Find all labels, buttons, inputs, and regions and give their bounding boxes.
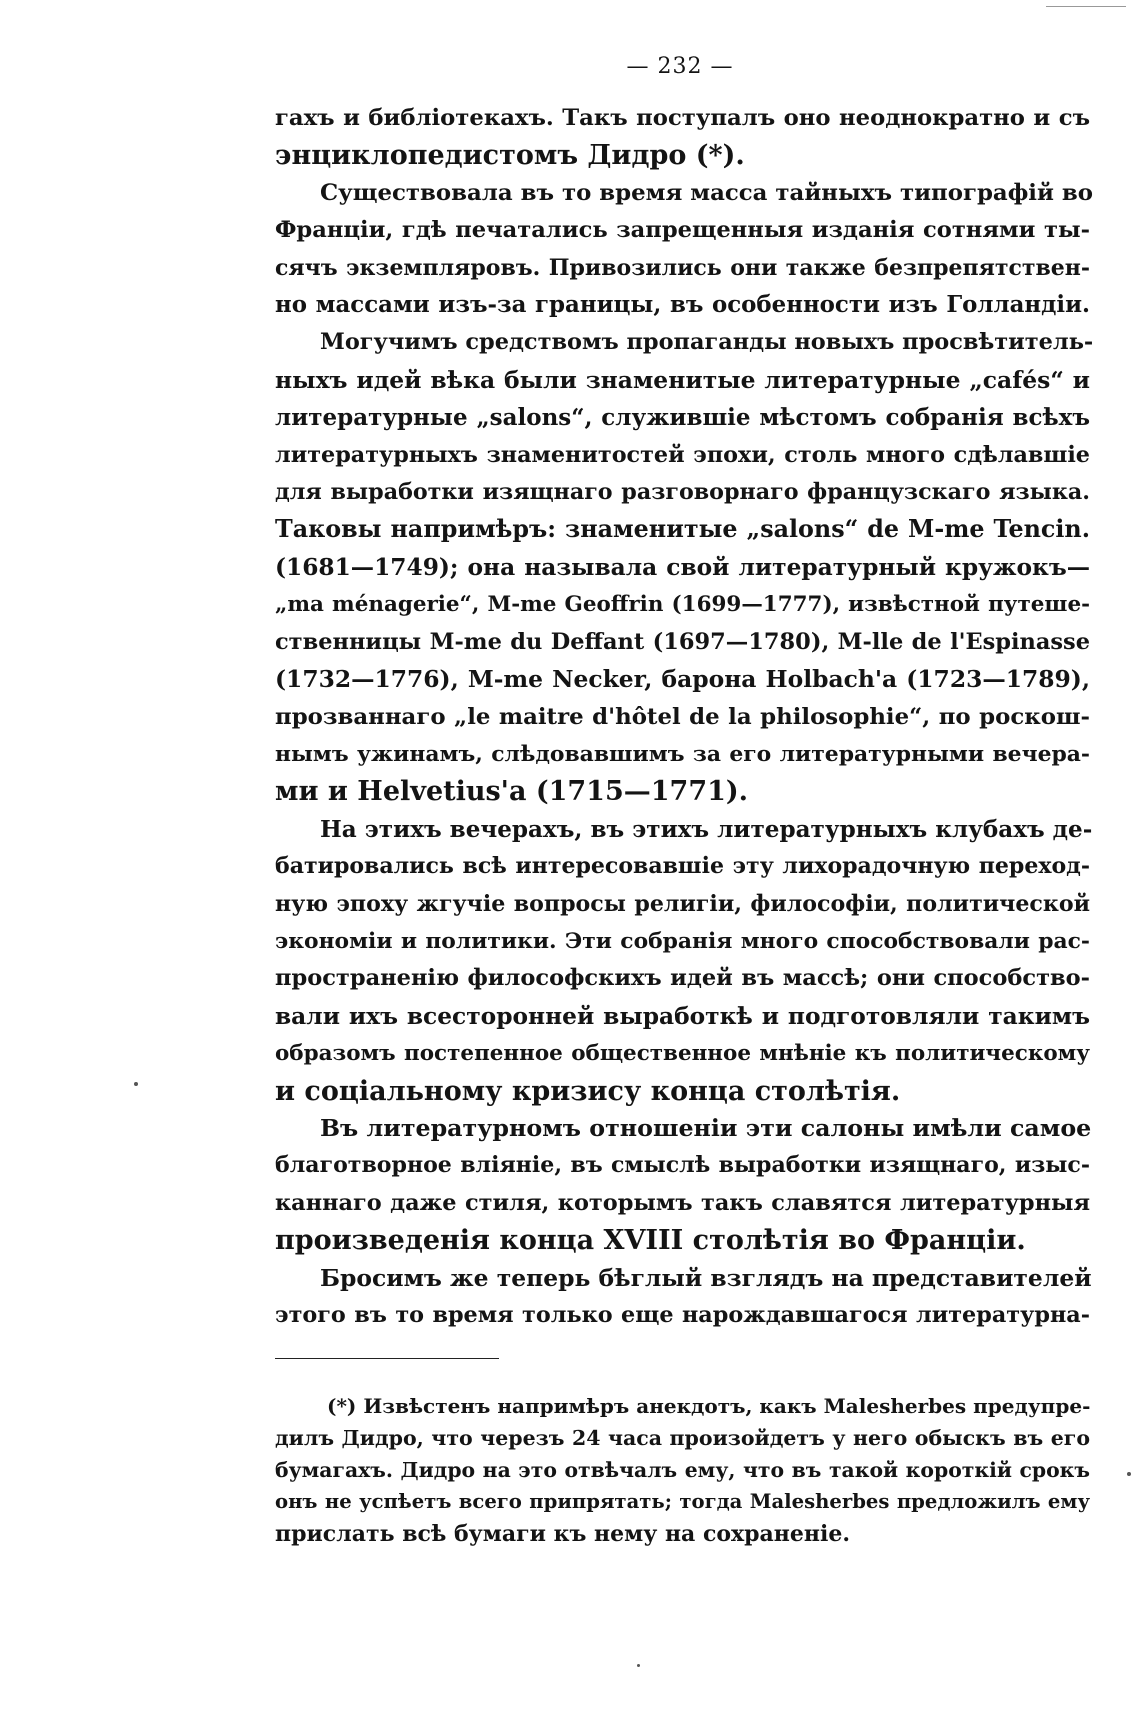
text-line: (1732—1776), M-me Necker, барона Holbach'a (1723—1789), [275,665,1090,694]
paragraph [275,1110,1090,1260]
page-number: — 232 — [626,54,734,79]
text-line: и соціальному кризису конца столѣтія. [275,1075,901,1107]
text-line: ственницы M-me du Deffant (1697—1780), M-lle de l'Espinasse [275,628,1090,655]
scan-edge-mark [1046,6,1126,7]
text-line: гахъ и библіотекахъ. Такъ поступалъ оно неоднократно и съ [275,105,1090,131]
text-line: прозваннаго „le maitre d'hôtel de la philosophie“, по роскош- [275,703,1090,730]
text-line: литературныхъ знаменитостей эпохи, столь много сдѣлавшіе [275,441,1090,468]
footnote-line: дилъ Дидро, что черезъ 24 часа произойдетъ у него обыскъ въ его [275,1426,1090,1450]
paragraph [275,175,1093,325]
text-line: этого въ то время только еще нарождавшагося литературна- [275,1302,1090,1328]
text-line: но массами изъ-за границы, въ особенности изъ Голландіи. [275,292,1090,319]
text-line: вали ихъ всесторонней выработкѣ и подготовляли такимъ [275,1002,1090,1030]
footnote-line: (*) Извѣстенъ напримѣръ анекдотъ, какъ Malesherbes предупре- [327,1394,1091,1418]
main-text [275,100,1094,1334]
text-line: произведенія конца XVIII столѣтія во Франціи. [275,1225,1026,1257]
text-line: (1681—1749); она называла свой литературный кружокъ— [275,553,1090,581]
footnote-divider [275,1358,499,1359]
text-line: каннаго даже стиля, которымъ такъ славятся литературныя [275,1189,1090,1216]
text-line: „ma ménagerie“, M-me Geoffrin (1699—1777), извѣстной путеше- [275,592,1090,618]
paragraph [275,100,1090,175]
text-line: для выработки изящнаго разговорнаго французскаго языка. [275,479,1090,506]
paragraph [275,811,1093,1110]
text-line: Существовала въ то время масса тайныхъ типографій во [320,179,1093,206]
footnote-line: онъ не успѣетъ всего припрятать; тогда Malesherbes предложилъ ему [275,1490,1090,1513]
text-line: экономіи и политики. Эти собранія много способствовали рас- [275,928,1090,954]
text-line: энциклопедистомъ Дидро (*). [275,140,745,172]
scan-speck [134,1082,138,1086]
scan-speck [637,1664,640,1667]
text-line: Въ литературномъ отношеніи эти салоны имѣли самое [320,1113,1092,1142]
text-line: литературные „salons“, служившіе мѣстомъ собранія всѣхъ [275,404,1090,432]
text-line: пространенію философскихъ идей въ массѣ; они способство- [275,965,1090,992]
text-line: ми и Helvetius'a (1715—1771). [275,776,749,808]
text-line: Могучимъ средствомъ пропаганды новыхъ просвѣтитель- [320,329,1094,356]
text-line: Таковы напримѣръ: знаменитые „salons“ de M-me Tencin. [275,515,1090,544]
footnote-line: прислать всѣ бумаги къ нему на сохраненіе. [275,1521,851,1547]
text-line: Бросимъ же теперь бѣглый взглядъ на представителей [320,1263,1092,1292]
text-line: Франціи, гдѣ печатались запрещенныя изданія сотнями ты- [275,217,1090,244]
scan-speck [1127,1472,1131,1476]
text-line: батировались всѣ интересовавшіе эту лихорадочную переход- [275,853,1090,880]
footnote-line: бумагахъ. Дидро на это отвѣчалъ ему, что въ такой короткій срокъ [275,1458,1090,1482]
text-line: благотворное вліяніе, въ смыслѣ выработки изящнаго, изыс- [275,1152,1090,1179]
text-line: сячъ экземпляровъ. Привозились они также безпрепятствен- [275,254,1090,281]
footnote [275,1390,1090,1550]
text-line: образомъ постепенное общественное мнѣніе къ политическому [275,1041,1090,1067]
text-line: ную эпоху жгучіе вопросы религіи, философіи, политической [275,890,1090,917]
paragraph [275,1260,1090,1335]
text-line: На этихъ вечерахъ, въ этихъ литературныхъ клубахъ де- [320,815,1093,843]
text-line: ныхъ идей вѣка были знаменитые литературные „cafés“ и [275,365,1090,394]
paragraph [275,324,1094,810]
text-line: нымъ ужинамъ, слѣдовавшимъ за его литературными вечера- [275,740,1090,767]
